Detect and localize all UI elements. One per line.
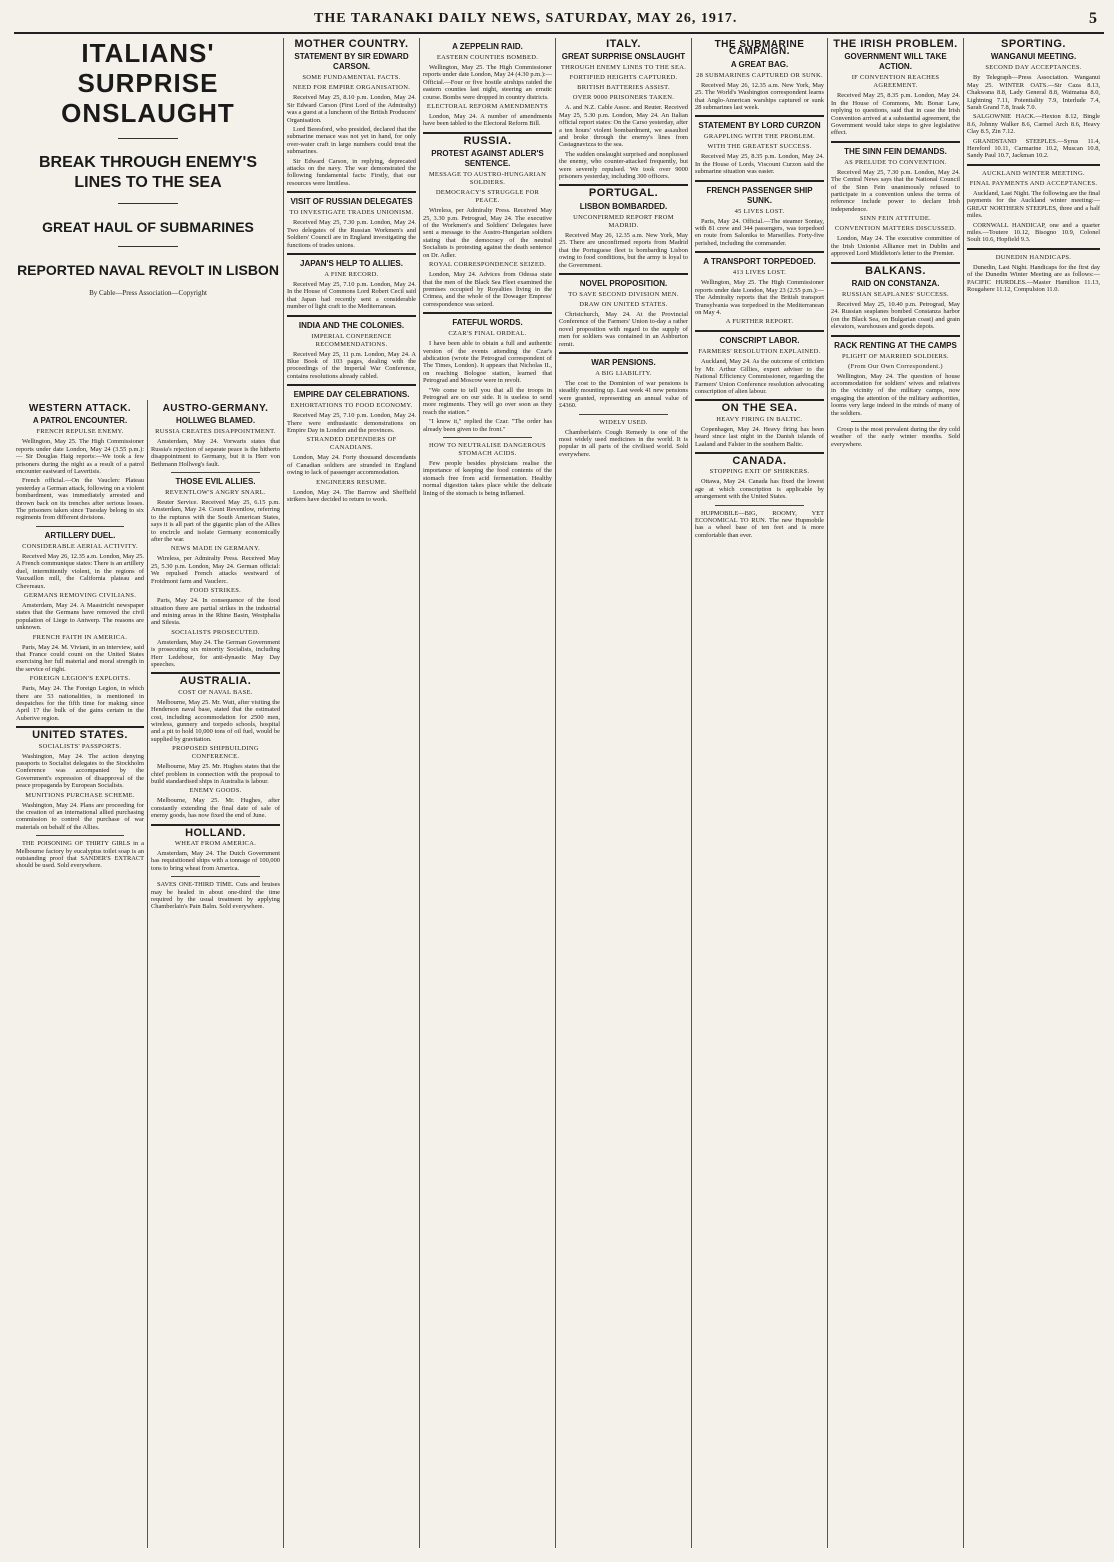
article-text: Auckland, Last Night. The following are the final payments for the Auckland winter meeting:— GREAT NORTHERN STEEPLES, three and a half miles. [967, 189, 1100, 220]
subheading: RUSSIA CREATES DISAPPOINTMENT. [155, 428, 276, 436]
article-text: Received May 26, 12.35 a.m. London, May 25. A French communique states: There is an artillery duel, intermittently violent, in the regions of Vauxaillon mill, the California plateau and Chevreaux. [16, 552, 144, 590]
subheading: DRAW ON UNITED STATES. [579, 300, 668, 308]
article-text: French official.—On the Vauclerc Plateau yesterday a German attack, following on a violent bombardment, was immediately arrested and thrown back on its trenches after serious losses. The prisoners taken since Tuesday belong to six regiments from different divisions. [16, 477, 144, 522]
subheading: UNCONFIRMED REPORT FROM MADRID. [573, 213, 674, 229]
article-text: Lord Beresford, who presided, declared that the submarine menace was not yet in hand, for only over-water craft in large numbers could treat the submarines. [287, 126, 416, 156]
section-heading: ITALY. [606, 38, 641, 50]
section-heading: AUSTRALIA. [179, 675, 252, 688]
subheading: EXHORTATIONS TO FOOD ECONOMY. [290, 402, 413, 410]
subheading: THE SINN FEIN DEMANDS. [844, 146, 947, 156]
subheading: A ZEPPELIN RAID. [452, 42, 523, 51]
section-heading: AUSTRO-GERMANY. [162, 403, 269, 414]
article-text: Received May 25, 10.40 p.m. Petrograd, May 24. Russian seaplanes bombed Constanza harbor (on the Black Sea, on Bulgarian coast) and grain elevators, warehouses and goods depots. [831, 300, 960, 331]
article-text: Sir Edward Carson, in replying, deprecated attacks on the navy. The war demonstrated the following fundamental facts: Firstly, that our resources were limitless. [287, 157, 416, 187]
subheading: THOSE EVIL ALLIES. [175, 477, 256, 487]
section-heading: CANADA. [732, 454, 787, 467]
subheading: WANGANUI MEETING. [990, 52, 1077, 62]
article-text: Wellington, May 25. The High Commissioner reports under date London, May 23 (2.55 p.m.):— The Admiralty reports that the British transport Transylvania was torpedoed in the Mediterranean on May 4. [695, 279, 824, 316]
subheading: SOME FUNDAMENTAL FACTS. [302, 74, 401, 82]
subheading: RACK RENTING AT THE CAMPS [834, 340, 957, 350]
article-text: Received May 26, 12.35 a.m. New York, May 25. The World's Washington correspondent learns that Anglo-American warships captured or sunk 28 submarines last week. [695, 81, 824, 112]
article-text: Washington, May 24. Plans are proceeding for the creation of an international allied purchasing commission to control the purchase of war materials on behalf of the Allies. [16, 801, 144, 831]
subheading: SOCIALISTS PROSECUTED. [171, 628, 260, 636]
subheading: CONSIDERABLE AERIAL ACTIVITY. [22, 542, 138, 550]
column-austro-germany [151, 402, 280, 1548]
subheading: LISBON BOMBARDED. [579, 201, 668, 211]
subheading: GRAPPLING WITH THE PROBLEM. [703, 133, 816, 141]
subheading: WIDELY USED. [599, 418, 648, 426]
article-text: The sudden onslaught surprised and nonplussed the enemy, who counter-attacked frequently, but were severely repulsed. We took over 9000 prisoners yesterday, including 300 officers. [559, 150, 688, 181]
advertisement-text: THE POISONING OF THIRTY GIRLS in a Melbourne factory by eucalyptus toilet soap is an outstanding proof that SANDER'S EXTRACT should be used. Sold everywhere. [16, 840, 144, 870]
section-heading: THE SUBMARINE CAMPAIGN. [714, 39, 805, 58]
article-text: Received May 25, 8.35 p.m. London, May 24. In the House of Lords, Viscount Curzon said the submarine situation was easier. [695, 153, 824, 176]
subheading: INDIA AND THE COLONIES. [298, 320, 405, 330]
subheading: SINN FEIN ATTITUDE. [859, 215, 932, 223]
article-text: Melbourne, May 25. Mr. Hughes, after constantly extending the final date of sale of enemy goods, has now fixed the end of June. [151, 797, 280, 820]
subheading: STATEMENT BY LORD CURZON [698, 121, 821, 131]
subheading: WITH THE GREATEST SUCCESS. [707, 143, 812, 151]
article-text: London, May 24. The executive committee of the Irish Unionist Alliance met in Dublin and approved Lord Middleton's letter to the Premier. [831, 235, 960, 258]
subheading: WAR PENSIONS. [591, 357, 656, 367]
column-submarine-campaign [695, 38, 824, 1548]
subheading: JAPAN'S HELP TO ALLIES. [300, 258, 403, 268]
section-heading: MOTHER COUNTRY. [294, 38, 409, 50]
subheading: FRENCH PASSENGER SHIP SUNK. [706, 185, 813, 205]
article-text: Few people besides physicians realise the importance of keeping the food contents of the stomach free from acid fermentation. Healthy normal digestion takes place while the delicate lining of the stomach is being inflamed. [423, 460, 552, 497]
section-heading: BALKANS. [865, 264, 926, 277]
article-text: Amsterdam, May 24. The Dutch Government has requisitioned ships with a tonnage of 100,000 tons to bring wheat from America. [151, 850, 280, 872]
section-heading: UNITED STATES. [32, 729, 128, 742]
subheading: FRENCH REPULSE ENEMY. [36, 428, 124, 436]
article-text: London, May 24. Advices from Odessa state that the men of the Black Sea Fleet examined the premises occupied by Royalties living in the Crimea, and the whole of the Dowager Empress' correspondence was seized. [423, 271, 552, 308]
masthead-title: THE TARANAKI DAILY NEWS, SATURDAY, MAY 26, 1917. [314, 11, 738, 26]
advertisement-text: SAVES ONE-THIRD TIME. Cuts and bruises may be healed in about one-third the time required by the usual treatment by applying Chamberlain's Pain Balm. Sold everywhere. [151, 881, 280, 911]
subheading: GERMANS REMOVING CIVILIANS. [23, 591, 137, 599]
subheading: IMPERIAL CONFERENCE RECOMMENDATIONS. [311, 332, 392, 348]
subheading: STRANDED DEFENDERS OF CANADIANS. [306, 436, 397, 452]
section-heading: WESTERN ATTACK. [28, 403, 132, 414]
column-italy [559, 38, 688, 1548]
subheading: A FINE RECORD. [324, 270, 379, 278]
subheading: FATEFUL WORDS. [452, 318, 523, 328]
subheading: A GREAT BAG. [730, 59, 789, 69]
advertisement-text: Croup is the most prevalent during the dry cold weather of the early winter months. Sold everywhere. [831, 425, 960, 448]
lead-headline: ITALIANS' SURPRISE ONSLAUGHT [61, 38, 235, 128]
article-text: Received May 26, 12.35 a.m. New York, May 25. There are unconfirmed reports from Madrid that the Portuguese fleet is bombarding Lisbon owing to food conditions, but the army is loyal to the Government. [559, 231, 688, 269]
subheading: STOPPING EXIT OF SHIRKERS. [709, 468, 810, 476]
article-text: London, May 24. The Barrow and Sheffield strikers have decided to return to work. [287, 488, 416, 503]
article-text: Melbourne, May 25. Mr. Watt, after visiting the Henderson naval base, stated that the estimated cost, including accommodation for 2500 men, wireless, gunnery and torpedo schools, hospital and a pit to hold 10,000 tons of oil fuel, would be supplied by gravitation. [151, 698, 280, 743]
article-text: Christchurch, May 24. At the Provincial Conference of the Farmers' Union to-day a rather novel proposition with regard to the supply of men for soldiers was contained in an Ashburton remit. [559, 310, 688, 348]
article-text: SALGOWNIE HACK.—Hexton 8.12, Bingle 8.6, Johnny Walker 8.6, Carmel Arch 8.6, Heavy Clay 8.5, Zin 7.12. [967, 113, 1100, 136]
section-heading: ON THE SEA. [721, 402, 798, 415]
article-text: A. and N.Z. Cable Assoc. and Reuter. Received May 25, 5.30 p.m. London, May 24. An Italian official report states: On the Carso yesterday, after a ten hours' violent bombardment, we assaulted and broke through the enemy's lines from Castagnavizza to the sea. [559, 104, 688, 149]
subheading: MESSAGE TO AUSTRO-HUNGARIAN SOLDIERS. [428, 171, 547, 187]
section-heading: PORTUGAL. [588, 187, 659, 200]
subheading: CZAR'S FINAL ORDEAL. [448, 330, 527, 338]
article-text: Received May 25, 7.10 p.m. London, May 24. There were enthusiastic demonstrations on Empire Day in London and the provinces. [287, 412, 416, 434]
subheading: A FURTHER REPORT. [725, 318, 794, 326]
subheading: RUSSIAN SEAPLANES' SUCCESS. [842, 290, 949, 298]
advertisement-text: HUPMOBILE—BIG, ROOMY, YET ECONOMICAL TO RUN. The new Hupmobile has a wheel base of ten feet and is more comfortable than ever. [695, 509, 824, 539]
article-text: Received May 25, 7.30 p.m. London, May 24. Two delegates of the Russian Workmen's and Soldiers' Council are in England investigating the functions of trades unions. [287, 219, 416, 249]
subheading: GREAT SURPRISE ONSLAUGHT [561, 52, 686, 62]
article-text: Washington, May 24. The action denying passports to Socialist delegates to the Stockholm Conference was accompanied by the Government's expression of disapproval of the peace propaganda by European Socialists. [16, 752, 144, 790]
article-text: Melbourne, May 25. Mr. Hughes states that the chief problem in connection with the proposal to build standardised ships in Australia is labour. [151, 763, 280, 785]
subheading: PROPOSED SHIPBUILDING CONFERENCE. [172, 745, 259, 761]
subheading: VISIT OF RUSSIAN DELEGATES [290, 197, 413, 207]
subheading: PLIGHT OF MARRIED SOLDIERS. [842, 352, 949, 360]
subheading: PROTEST AGAINST ADLER'S SENTENCE. [431, 149, 544, 169]
article-text: Amsterdam, May 24. Vorwarts states that Russia's rejection of separate peace is the hitherto disappointment to Germany, but it is Herr von Bethmann Hollweg's fault. [151, 438, 280, 468]
subheading: EMPIRE DAY CELEBRATIONS. [293, 390, 410, 400]
subheading: CONSCRIPT LABOR. [719, 336, 800, 346]
subheading: STATEMENT BY SIR EDWARD CARSON. [294, 52, 409, 72]
article-text: Reuter Service. Received May 25, 6.15 p.m. Amsterdam, May 24. Count Reventlow, referring to the ruptures with the South American States, says it is all part of the gigantic plan of the Allies to encircle and isolate Germany economically after the war. [151, 499, 280, 544]
article-text: Wellington, May 25. The High Commissioner reports under date London, May 24 (4.30 p.m.):— Official.—Four or five hostile airships raided the eastern counties last night, steering an erratic course. Bombs were dropped in country districts. [423, 64, 552, 101]
subheading: TO INVESTIGATE TRADES UNIONISM. [289, 209, 414, 217]
article-text: Wellington, May 24. The question of house accommodation for soldiers' wives and relatives in the vicinity of the military camps, now engaging the attention of the military authorities, looms very large indeed in the minds of many of the soldiers. [831, 372, 960, 417]
article-text: Received May 25, 8.10 p.m. London, May 24. Sir Edward Carson (First Lord of the Admiralty) was a guest at a luncheon of the British Producers' Organisation. [287, 94, 416, 124]
subheading: 28 SUBMARINES CAPTURED OR SUNK. [696, 71, 823, 79]
article-text: Received May 25, 8.35 p.m. London, May 24. In the House of Commons, Mr. Bonar Law, replying to questions, said that in case the Irish Convention arrived at a substantial agreement, the Government would take steps to give legislative effect. [831, 92, 960, 137]
subheading: A TRANSPORT TORPEDOED. [703, 257, 816, 267]
subheading: FRENCH FAITH IN AMERICA. [32, 633, 128, 641]
subheading: NOVEL PROPOSITION. [579, 278, 668, 288]
article-text: Amsterdam, May 24. A Maastricht newspaper states that the Germans have removed the civil population of Liege to Antwerp. The reasons are unknown. [16, 601, 144, 632]
lead-subhead-1: BREAK THROUGH ENEMY'S LINES TO THE SEA [38, 154, 258, 191]
subheading: ELECTORAL REFORM AMENDMENTS [426, 103, 549, 111]
column-irish-problem [831, 38, 960, 1548]
section-heading: RUSSIA. [463, 134, 512, 147]
article-text: Paris, May 24. Official.—The steamer Sontay, with 81 crew and 344 passengers, was torpedoed en route from Salonika to Marseilles. Forty-five perished, including the commander. [695, 217, 824, 247]
lead-headline-block [14, 38, 282, 297]
subheading: 45 LIVES LOST. [734, 207, 785, 215]
subheading: ARTILLERY DUEL. [44, 530, 116, 540]
article-text: Paris, May 24. In consequence of the food situation there are partial strikes in the industrial and mining areas in the Rhine Basin, Westphalia and Silesia. [151, 597, 280, 627]
section-heading: THE IRISH PROBLEM. [833, 38, 958, 50]
article-text: Received May 25, 11 p.m. London, May 24. A Blue Book of 103 pages, dealing with the proceedings of the Imperial War Conference, contains resolutions already cabled. [287, 350, 416, 380]
lead-subhead-3: REPORTED NAVAL REVOLT IN LISBON [17, 262, 279, 278]
lead-byline: By Cable—Press Association—Copyright [89, 289, 207, 297]
article-text: London, May 24. A number of amendments have been tabled to the Electoral Reform Bill. [423, 113, 552, 128]
subheading: FOOD STRIKES. [189, 587, 242, 595]
article-text: Dunedin, Last Night. Handicaps for the first day of the Dunedin Winter Meeting are as follows:— PACIFIC HURDLES.—Master Hamilton 11.13, Rougahere 11.12, Compulsion 11.0. [967, 263, 1100, 293]
subheading: A PATROL ENCOUNTER. [32, 416, 128, 426]
subheading: SOCIALISTS' PASSPORTS. [38, 742, 122, 750]
subheading: RAID ON CONSTANZA. [851, 278, 940, 288]
subheading: (From Our Own Correspondent.) [848, 362, 943, 370]
subheading: HOLLWEG BLAMED. [175, 416, 256, 426]
column-zeppelin-russia [423, 38, 552, 1548]
subheading: WHEAT FROM AMERICA. [174, 840, 257, 848]
article-text: "I know it," replied the Czar. "The order has already been given to the front." [423, 418, 552, 433]
article-text: Received May 25, 7.10 p.m. London, May 24. In the House of Commons Lord Robert Cecil said that Japan had recently sent a considerable number of light craft to the Mediterranean. [287, 280, 416, 311]
article-text: Wireless, per Admiralty Press. Received May 25, 5.30 p.m. London, May 24. German official: We repulsed French attacks westward of Froidmont farm and Vauclerc. [151, 555, 280, 585]
subheading: MUNITIONS PURCHASE SCHEME. [25, 791, 135, 799]
subheading: NEWS MADE IN GERMANY. [170, 545, 261, 553]
article-text: Paris, May 24. The Foreign Legion, in which there are 53 nationalities, is mentioned in despatches for the fifth time for making since April 17 the bulk of the gains certain in the Auberive region. [16, 685, 144, 722]
subheading: AUCKLAND WINTER MEETING. [982, 169, 1085, 177]
article-text: Paris, May 24. M. Viviani, in an interview, said that France could count on the United States exercising her full material and moral strength in the service of right. [16, 643, 144, 673]
article-text: Copenhagen, May 24. Heavy firing has been heard since last night in the Danish islands of Laaland and Falster in the southern Baltic. [695, 425, 824, 448]
subheading: 413 LIVES LOST. [732, 269, 787, 277]
article-text: London, May 24. Forty thousand descendants of Canadian soldiers are stranded in England owing to lack of passenger accommodation. [287, 454, 416, 477]
article-text: The cost to the Dominion of war pensions is steadily mounting up. Last week 41 new pensions were granted, representing an annual value of £4360. [559, 379, 688, 410]
subheading: ROYAL CORRESPONDENCE SEIZED. [428, 261, 547, 269]
subheading: NEED FOR EMPIRE ORGANISATION. [292, 84, 411, 92]
article-text: Ottawa, May 24. Canada has fixed the lowest age at which conscription is applicable by arrangement with the United States. [695, 478, 824, 501]
article-text: Amsterdam, May 24. The German Government is prosecuting six minority Socialists, including Herr Ledebour, for anti-dynastic May Day speeches. [151, 638, 280, 668]
article-text: Received May 25, 7.30 p.m. London, May 24. The Central News says that the National Council of the Sinn Fein unanimously refused to participate in a convention unless the terms of reference include power to declare Irish independence. [831, 168, 960, 213]
subheading: FARMERS' RESOLUTION EXPLAINED. [698, 348, 821, 356]
subheading: ENGINEERS RESUME. [316, 478, 387, 486]
article-text: Wireless, per Admiralty Press. Received May 25, 3.30 p.m. Petrograd, May 24. The executive of the Workmen's and Soldiers' Delegates have sent a message to the Austro-Hungarian soldiers stating that the democracy of the neutral Socialists is protesting against the death sentence on Dr. Adler. [423, 207, 552, 259]
column-western-attack [16, 402, 144, 1548]
article-text: By Telegraph—Press Association. Wanganui May 25. WINTER OATS.—Sir Caza 8.13, Chakwana 8.8, Lady General 8.8, Waimatua 8.0, Lightning 7.11, Potentiality 7.9, Interlude 7.4, Sarah Grand 7.8, Iraak 7.0. [967, 74, 1100, 112]
section-heading: HOLLAND. [185, 826, 246, 839]
column-mother-country [287, 38, 416, 1548]
subheading: HEAVY FIRING IN BALTIC. [716, 415, 803, 423]
subheading: REVENTLOW'S ANGRY SNARL. [165, 489, 266, 497]
subheading: ENEMY GOODS. [189, 787, 242, 795]
section-heading: SPORTING. [1000, 38, 1066, 50]
subheading: CONVENTION MATTERS DISCUSSED. [834, 225, 957, 233]
subheading: FOREIGN LEGION'S EXPLOITS. [29, 675, 131, 683]
subheading: A BIG LIABILITY. [595, 369, 652, 377]
subheading: SECOND DAY ACCEPTANCES. [985, 64, 1082, 72]
column-sporting [967, 38, 1100, 1548]
subheading: TO SAVE SECOND DIVISION MEN. [568, 290, 679, 298]
subheading: HOW TO NEUTRALISE DANGEROUS STOMACH ACIDS. [429, 442, 546, 457]
article-text: I have been able to obtain a full and authentic version of the events attending the Czar's abdication (wrote the Petrograd correspondent of The Times, London). It appears that Nicholas II., on reaching Bologoe station, learned that Petrograd and Moscow were in revolt. [423, 340, 552, 385]
subheading: FINAL PAYMENTS AND ACCEPTANCES. [969, 179, 1098, 187]
masthead [14, 6, 1104, 34]
page-number: 5 [1089, 10, 1098, 27]
article-text: Wellington, May 25. The High Commissioner reports under date London, May 24 (3.55 p.m.):— Sir Douglas Haig reports:—We took a few prisoners during the night as a result of a patrol encounter eastward of Lavertisis. [16, 438, 144, 476]
article-text: CORNWALL HANDICAP, one and a quarter miles.—Toutere 10.12, Bisogno 10.9, Colonel Soult 10.6, Hopfield 9.3. [967, 221, 1100, 244]
subheading: AS PRELUDE TO CONVENTION. [844, 158, 947, 166]
article-text: Auckland, May 24. As the outcome of criticism by Mr. Arthur Gillies, expert adviser to the National Efficiency Commissioner, regarding the Farmers' Union Conference resolution advocating conscription of alien labour. [695, 358, 824, 395]
subheading: OVER 9000 PRISONERS TAKEN. [572, 94, 675, 102]
subheading: THROUGH ENEMY LINES TO THE SEA. [560, 64, 687, 72]
subheading: DEMOCRACY'S STRUGGLE FOR PEACE. [435, 189, 540, 205]
subheading: COST OF NAVAL BASE. [178, 688, 253, 696]
lead-subhead-2: GREAT HAUL OF SUBMARINES [42, 219, 254, 235]
subheading: GOVERNMENT WILL TAKE ACTION. [844, 52, 947, 72]
subheading: FORTIFIED HEIGHTS CAPTURED. [569, 74, 678, 82]
subheading: IF CONVENTION REACHES AGREEMENT. [851, 74, 940, 90]
article-text: GRANDSTAND STEEPLES.—Syrus 11.4, Hereford 10.11, Carmarine 10.2, Muscan 10.8, Sandy Paul 10.7, Jackman 10.2. [967, 137, 1100, 160]
subheading: BRITISH BATTERIES ASSIST. [577, 84, 670, 92]
subheading: EASTERN COUNTIES BOMBED. [436, 54, 539, 61]
advertisement-text: Chamberlain's Cough Remedy is one of the most widely used medicines in the world. It is popular in all parts of the civilised world. Sold everywhere. [559, 428, 688, 458]
subheading: DUNEDIN HANDICAPS. [995, 253, 1072, 261]
article-text: "We come to tell you that all the troops in Petrograd are on our side. It is useless to send more regiments. They will go over soon as they reach the station." [423, 386, 552, 416]
